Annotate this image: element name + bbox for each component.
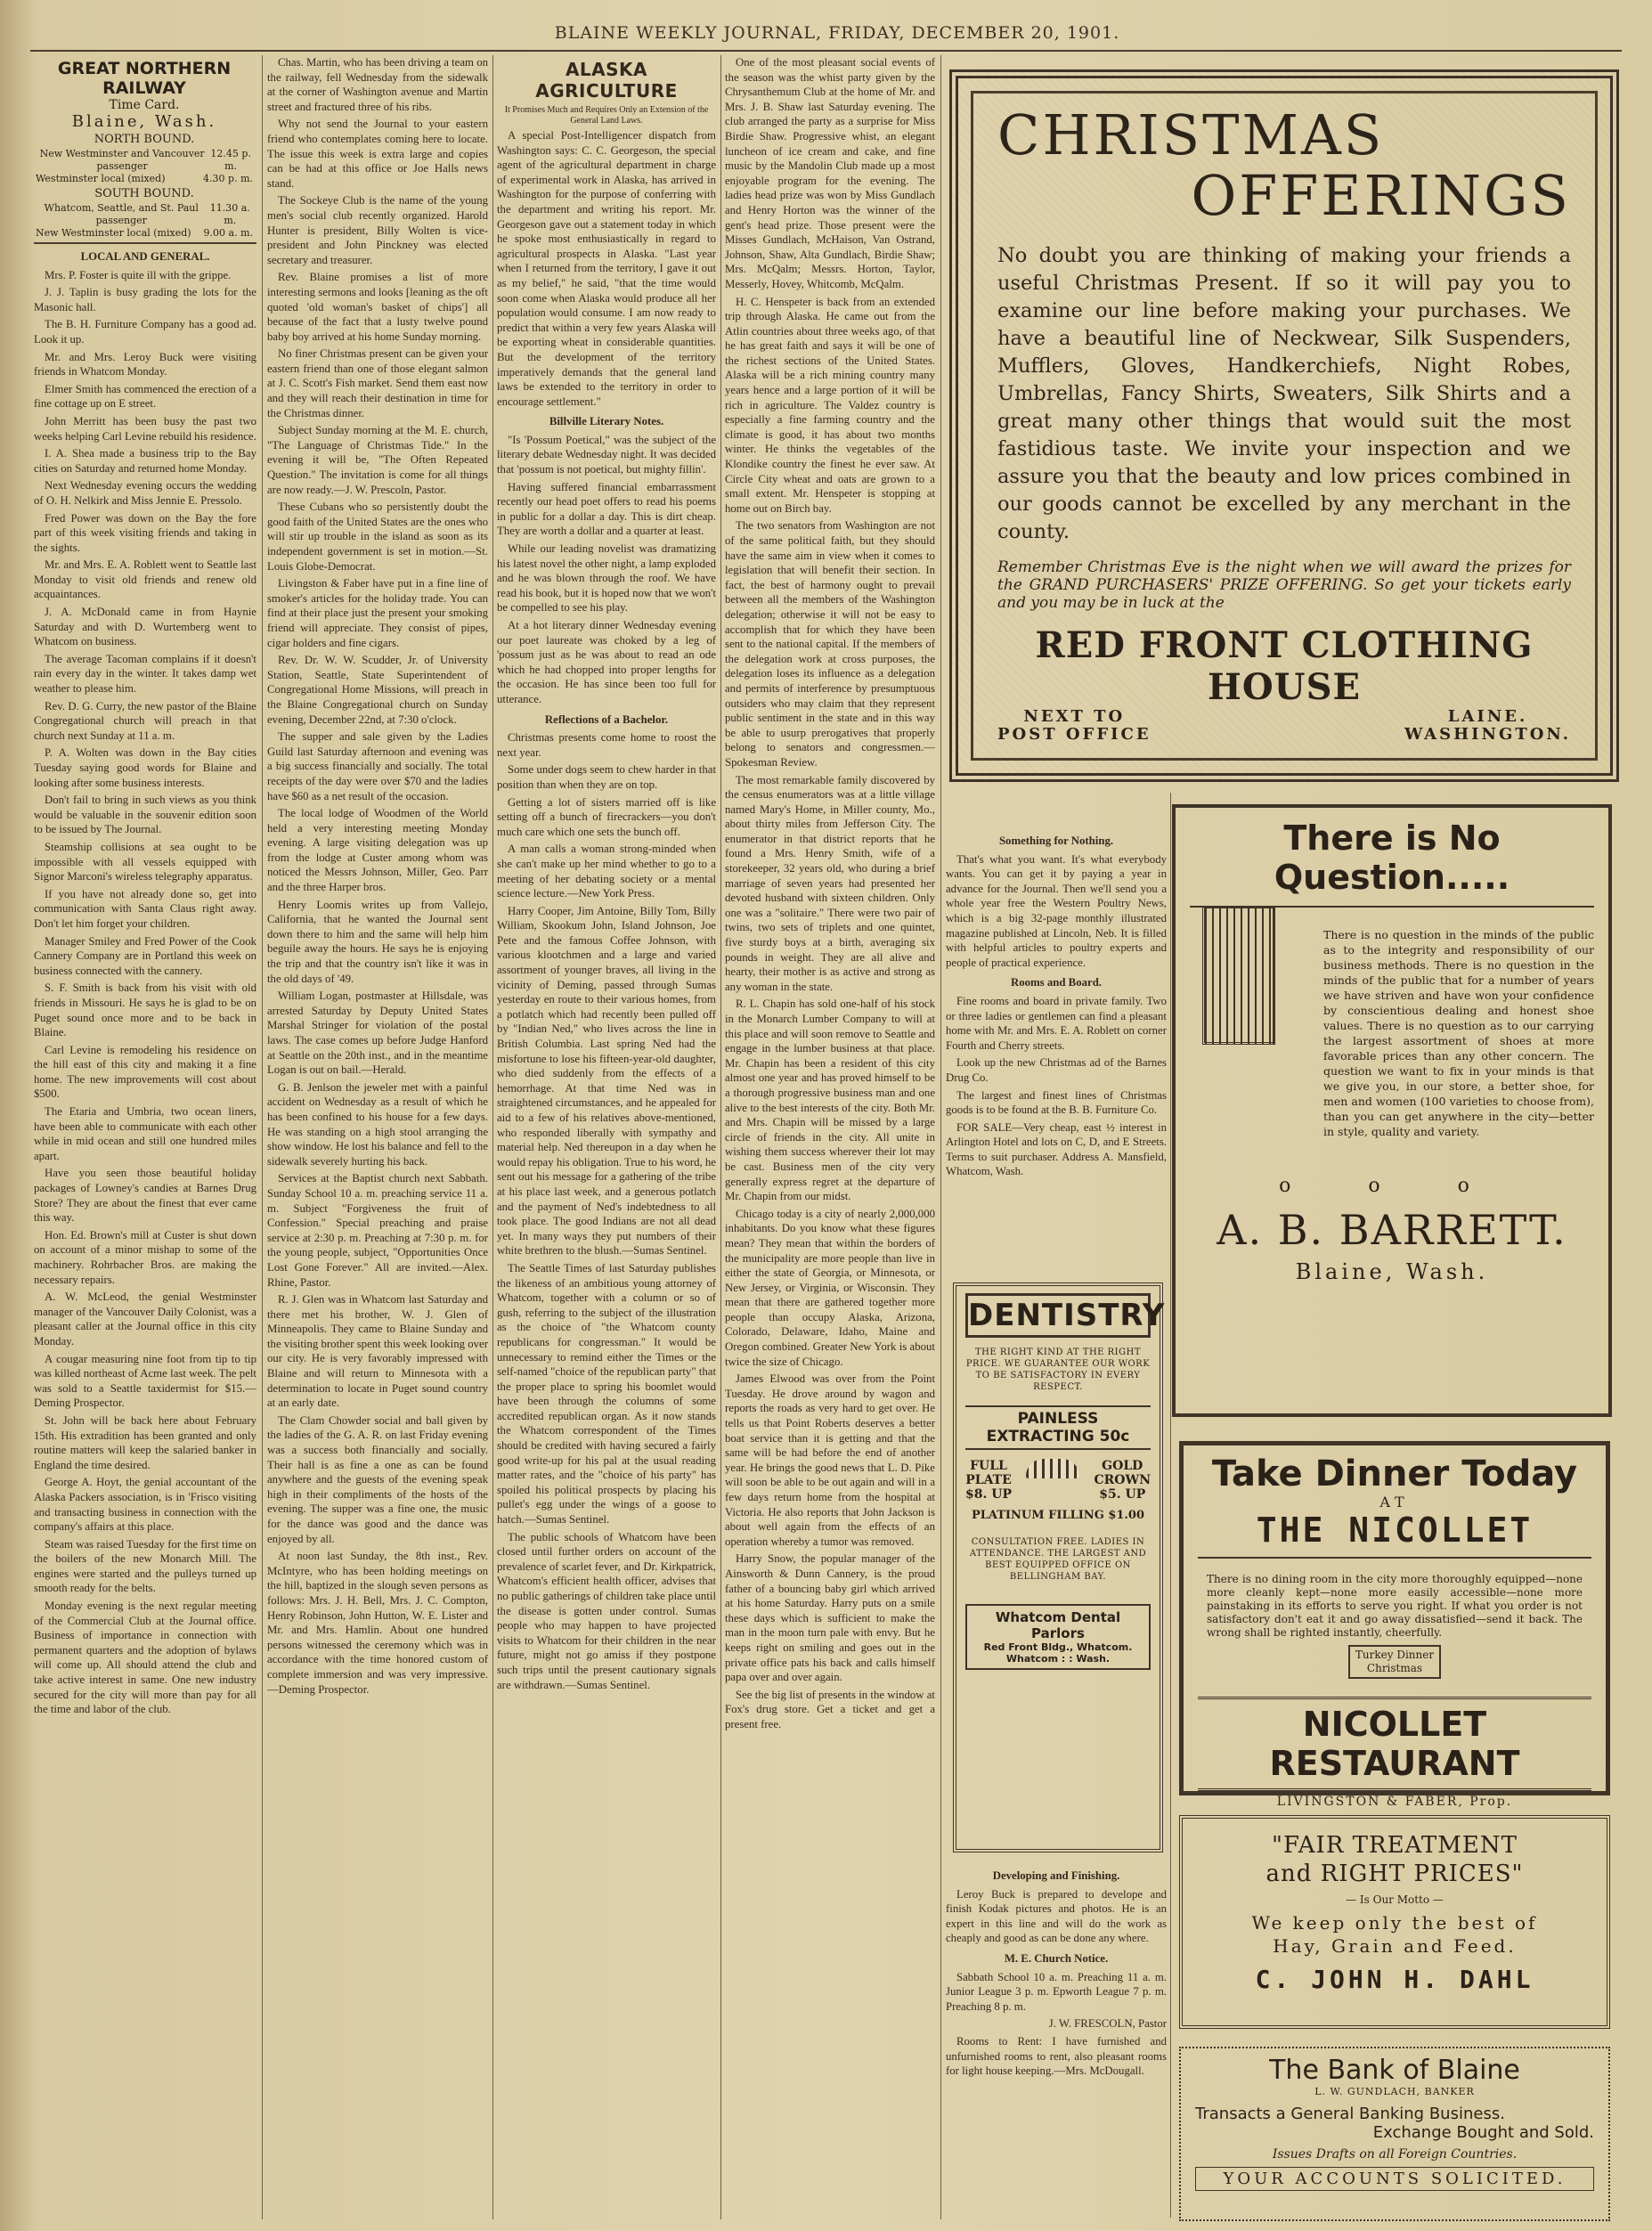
store-name: RED FRONT CLOTHING HOUSE <box>1035 624 1534 708</box>
dental-parlors: Whatcom Dental Parlors Red Front Bldg., Whatcom. Whatcom : : Wash. <box>965 1604 1151 1670</box>
dahl-feed-ad <box>1179 1815 1610 2029</box>
train-row: New Westminster and Vancouver passenger 12.45 p. m. <box>39 148 251 172</box>
article-headline: Reflections of a Bachelor. <box>544 712 669 726</box>
train-row: New Westminster local (mixed) 9.00 a. m. <box>36 227 253 239</box>
paragraph: Subject Sunday morning at the M. E. church, "The Language of Christmas Tide." In the evening it will be, "The Often Repeated Question." The invitation is come for all things are now ready.—J. W. Prescoln, Pastor. <box>267 424 488 496</box>
pastor-signature: J. W. FRESCOLN, Pastor <box>1048 2017 1167 2031</box>
paragraph: Sabbath School 10 a. m. Preaching 11 a. m. Junior League 3 p. m. Epworth League 7 p. m. Preaching 8 p. m. <box>946 1970 1167 2013</box>
platinum-filling: PLATINUM FILLING $1.00 <box>971 1509 1145 1522</box>
column-five-lower <box>946 1863 1167 2219</box>
paragraph: J. A. McDonald came in from Haynie Saturday and with D. Wurtemberg went to Whatcom on business. <box>34 606 256 648</box>
ad-name: THE NICOLLET <box>1198 1510 1591 1559</box>
ad-motto: — Is Our Motto — <box>1346 1893 1444 1906</box>
ad-line: Hay, Grain and Feed. <box>1273 1935 1517 1957</box>
paragraph: Chicago today is a city of nearly 2,000,000 inhabitants. Do you know what these figures mean? They mean that within the borders of the municipality are more people than live in either the state of Georgia, or Minnesota, or New Jersey, or Virginia, or Wisconsin. They mean that there are gathered together more people than occupy Alaska, Arizona, Colorado, Delaware, Idaho, Maine and Oregon combined. Greater New York is about twice the size of Chicago. <box>725 1207 935 1368</box>
train-row: Whatcom, Seattle, and St. Paul passenger 11.30 a. m. <box>44 202 250 226</box>
paragraph: A. W. McLeod, the genial Westminster manager of the Vancouver Daily Colonist, was a pleasant caller at the Journal office in this city Monday. <box>34 1291 256 1348</box>
masthead-rule <box>30 50 1622 52</box>
store-address: NEXT TO POST OFFICE LAINE. WASHINGTON. <box>997 707 1571 744</box>
paragraph: The largest and finest lines of Christmas goods is to be found at the B. B. Furniture Co. <box>946 1088 1167 1117</box>
banker-name: L. W. GUNDLACH, BANKER <box>1314 2086 1475 2097</box>
article-headline: Billville Literary Notes. <box>549 415 664 428</box>
restaurant-name: NICOLLET RESTAURANT <box>1198 1697 1591 1791</box>
paragraph: At noon last Sunday, the 8th inst., Rev. McIntyre, who has been holding meetings on the hill, baptized in the slough seven persons as follows: Mrs. J. H. Bell, Mrs. J. C. Compton, Henry Robinson, John Hutton, W. E. Lister and Mr. and Mrs. Hamlin. About one hundred persons witnessed the ceremony which was in accordance with the time honored custom of complete immersion and was very impressive.—Deming Prospector. <box>267 1550 488 1696</box>
paragraph: The Seattle Times of last Saturday publishes the likeness of an ambitious young attorney of Whatcom, together with a column or so of gush, referring to the subject of the illustration as the choice of "the Whatcom county republicans for congressman." It would be unnecessary to remind either the Times or the self-named "choice of the republican party" that the proper place to spring his boomlet would have been through the columns of some accredited republican organ. As it now stands the Whatcom correspondent of the Times should be credited with having secured a fairly good write-up for his pal at the usual reading matter rates, and the "choice of his party" has spoiled his political prospects by placing his pullet's egg under the wings of a goose to hatch.—Sumas Sentinel. <box>497 1261 716 1527</box>
article-headline: Developing and Finishing. <box>992 1869 1120 1882</box>
paragraph: Mr. and Mrs. Leroy Buck were visiting friends in Whatcom Monday. <box>34 350 256 379</box>
paragraph: Henry Loomis writes up from Vallejo, California, that he wanted the Journal sent down there to him and the same will help him beguile away the hours. He says he is enjoying the trip and that the country isn't like it was in the old days of '49. <box>267 898 488 985</box>
dentistry-ad <box>953 1282 1166 1852</box>
paragraph: The local lodge of Woodmen of the World held a very interesting meeting Monday evening. A large visiting delegation was up from the lodge at Custer among whom was noticed the Messrs Johnson, Miller, Geo. Parr and the three Harper bros. <box>267 807 488 894</box>
teeth-icon <box>1026 1459 1079 1478</box>
ad-title: "FAIR TREATMENT <box>1272 1832 1518 1859</box>
column-rule <box>492 55 493 2219</box>
paragraph: Don't fail to bring in such views as you think would be valuable in the souvenir edition soon to be issued by The Journal. <box>34 794 256 836</box>
ad-tagline: THE RIGHT KIND AT THE RIGHT PRICE. WE GUARANTEE OUR WORK TO BE SATISFACTORY IN EVERY RESPECT. <box>965 1348 1151 1392</box>
column-local-news <box>34 242 256 2221</box>
turkey-dinner-box: Turkey Dinner Christmas <box>1348 1645 1441 1679</box>
paragraph-list <box>725 55 935 1732</box>
paragraph: I. A. Shea made a business trip to the Bay cities on Saturday and returned home Monday. <box>34 447 256 475</box>
paragraph: Christmas presents come home to roost the next year. <box>497 731 716 759</box>
paragraph: Mr. and Mrs. E. A. Roblett went to Seattle last Monday to visit old friends and renew old acquaintances. <box>34 558 256 601</box>
paragraph: George A. Hoyt, the genial accountant of the Alaska Packers association, is in 'Frisco visiting and transacting business in connection with the company's affairs at this place. <box>34 1476 256 1534</box>
article-headline: M. E. Church Notice. <box>1004 1951 1109 1965</box>
section-heading: LOCAL AND GENERAL. <box>80 250 210 263</box>
paragraph: Have you seen those beautiful holiday packages of Lowney's candies at Barnes Drug Store? They are about the finest that ever came this way. <box>34 1167 256 1225</box>
paragraph: Steam was raised Tuesday for the first time on the boilers of the new Monarch Mill. The engines were started and the pulleys turned up smooth ready for the belts. <box>34 1537 256 1595</box>
paragraph: A man calls a woman strong-minded when she can't make up her mind whether to go to a meeting of her debating society or a mental science lecture.—New York Press. <box>497 843 716 900</box>
paragraph: One of the most pleasant social events of the season was the whist party given by the Chrysanthemum Club at the home of Mr. and Mrs. J. B. Shaw last Saturday evening. The club arranged the party as a surprise for Miss Birdie Shaw. Progressive whist, an elegant luncheon of ice cream and cake, and fine music by the Mandolin Club made up a most enjoyable program for the evening. The ladies head prize was won by Miss Gundlach and Henry Horton was the winner of the gent's head prize. Those present were the Misses Gundlach, McHaison, Van Ostrand, Johnson, Shaw, Alta Gundlach, Birdie Shaw; Mrs. McQalm; Messrs. Horton, Taylor, Messerly, Hovey, Whitcomb, McQalm. <box>725 56 935 290</box>
ad-title: The Bank of Blaine <box>1269 2055 1520 2086</box>
article-headline: ALASKA AGRICULTURE <box>535 59 678 102</box>
paragraph: Monday evening is the next regular meeting of the Commercial Club at the Journal office. Business of importance in connection with permanent quarters and the adoption of bylaws will come up. All should attend the club and take active interest in same. One new industry secured for the city will more than pay for all the time and labor of the club. <box>34 1600 256 1716</box>
barrett-shoe-ad <box>1172 804 1612 1417</box>
ad-at: AT <box>1379 1494 1410 1510</box>
paragraph-list <box>497 128 716 409</box>
timecard-subtitle: Time Card. <box>109 98 180 112</box>
article-subhead: It Promises Much and Requires Only an Extension of the General Land Laws. <box>504 105 709 126</box>
paragraph: S. F. Smith is back from his visit with old friends in Missouri. He says he is glad to be on Puget sound once more and to be back in Blaine. <box>34 981 256 1039</box>
paragraph: Some under dogs seem to chew harder in that position than when they are on top. <box>497 763 716 791</box>
paragraph: St. John will be back here about February 15th. His extradition has been granted and only routine matters will keep the salaried banker in England the time desired. <box>34 1413 256 1471</box>
ad-prize-note: Remember Christmas Eve is the night when we will award the prizes for the GRAND PURCHASERS' PRIZE OFFERING. So get your tickets early and you may be in luck at the <box>997 558 1571 612</box>
ad-title: There is No Question..... <box>1190 818 1594 908</box>
ad-note: Issues Drafts on all Foreign Countries. <box>1272 2147 1518 2162</box>
paragraph-list <box>497 433 716 707</box>
paragraph-list <box>497 730 716 1692</box>
paragraph: Chas. Martin, who has been driving a team on the railway, fell Wednesday from the sidewalk at the corner of Washington avenue and Martin street and fractured three of his ribs. <box>267 56 488 113</box>
merchant-name: A. B. BARRETT. <box>1217 1206 1567 1254</box>
article-headline: Rooms and Board. <box>1010 976 1103 989</box>
ad-line: Exchange Bought and Sold. <box>1372 2123 1594 2142</box>
column-four <box>725 55 935 2219</box>
column-rule <box>940 55 941 2219</box>
paragraph: Rooms to Rent: I have furnished and unfurnished rooms to rent, also pleasant rooms for light house keeping.—Mrs. McDougall. <box>946 2034 1167 2078</box>
paragraph: If you have not already done so, get into communication with Santa Claus right away. Don't let him forget your children. <box>34 887 256 930</box>
paragraph: No finer Christmas present can be given your eastern friend than one of those elegant salmon at J. C. Scott's Fish market. Send them east now and they will reach their destination in time for the Christmas dinner. <box>267 347 488 419</box>
paragraph: These Cubans who so persistently doubt the good faith of the United States are the ones who will stir up trouble in the island as soon as its independent government is set in motion.—St. Louis Globe-Democrat. <box>267 501 488 573</box>
ad-title: Take Dinner Today <box>1211 1453 1578 1494</box>
paragraph: G. B. Jenlson the jeweler met with a painful accident on Wednesday as a result of which he has been confined to his house for a few days. He was standing on a high stool arranging the show window. He lost his balance and fell to the sidewalk severely hurting his back. <box>267 1080 488 1168</box>
paragraph: Fred Power was down on the Bay the fore part of this week visiting friends and taking in the sights. <box>34 511 256 554</box>
paragraph: Getting a lot of sisters married off is like setting off a bunch of firecrackers—you don't much care which one sets the bunch off. <box>497 795 716 838</box>
ad-body: There is no question in the minds of the public as to the integrity and responsibility of our business methods. There is no question in the minds of the public that for a number of years we have striven and have won your confidence by conscientious dealing and honest shoe values. There is no question as to our carrying the largest assortment of shoes at more favorable prices than any other concern. The question we want to fix in your minds is that we give you, in our store, a better shoe, for men and women (100 varieties to choose from), than you can get anywhere in the city—better in style, quality and variety. <box>1323 928 1594 1138</box>
paragraph: A special Post-Intelligencer dispatch from Washington says: C. C. Georgeson, the special agent of the agricultural department in charge of experimental work in Alaska, has arrived in Washington for the purpose of conferring with the department and writing his report. Mr. Georgeson gave out a statement today in which he spoke most enthusiastically in regard to agricultural prospects in Alaska. "Last year when I returned from the territory, I gave it out as my belief," he said, "that the time would soon come when Alaska would produce all her population would consume. I am now ready to predict that within a very few years Alaska will be exporting wheat in considerable quantities. But the development of the territory imperatively demands that the general land laws be extended to the territory in order to encourage settlement." <box>497 129 716 408</box>
price-row: FULL PLATE $8. UP GOLD CROWN $5. UP <box>965 1459 1151 1502</box>
paragraph: Look up the new Christmas ad of the Barnes Drug Co. <box>946 1056 1167 1084</box>
paragraph: The average Tacoman complains if it doesn't rain every day in the winter. It takes damp wet weather to please him. <box>34 652 256 696</box>
nicollet-restaurant-ad <box>1179 1441 1610 1809</box>
train-row: Westminster local (mixed) 4.30 p. m. <box>36 173 253 184</box>
paragraph: The Clam Chowder social and ball given by the ladies of the G. A. R. on last Friday evening was a success both financially and socially. Their hall is as fine a one as can be found anywhere and the guests of the evening speak high in their compliments of the hosts of the evening. The supper was a fine one, the music for the dance was good and the dance was enjoyed by all. <box>267 1413 488 1545</box>
ad-body: There is no dining room in the city more thoroughly equipped—none more cleanly kept—none more easily accessible—none more painstaking in its efforts to serve you right. If what you order is not satisfactory don't eat it and go away dissatisfied—send it back. The wrong shall be righted instantly, cheerfully. Turkey Dinner Christmas <box>1198 1573 1591 1684</box>
paragraph: See the big list of presents in the window at Fox's drug store. Get a ticket and get a present free. <box>725 1688 935 1730</box>
paragraph: Rev. D. G. Curry, the new pastor of the Blaine Congregational church will preach in that church next Sunday at 11 a. m. <box>34 699 256 742</box>
ad-line: We keep only the best of <box>1251 1912 1538 1934</box>
bank-of-blaine-ad <box>1179 2047 1610 2221</box>
paragraph: Rev. Dr. W. W. Scudder, Jr. of University Station, Seattle, State Superintendent of Congregational Home Missions, will preach in the Blaine Congregational church on Sunday evening, December 22nd, at 7:30 o'clock. <box>267 654 488 726</box>
paragraph: John Merritt has been busy the past two weeks helping Carl Levine rebuild his residence. <box>34 414 256 443</box>
proprietors: LIVINGSTON & FABER, Prop. <box>1276 1795 1513 1809</box>
paragraph-list <box>267 55 488 1697</box>
column-rule <box>720 55 721 2219</box>
paragraph: The B. H. Furniture Company has a good ad. Look it up. <box>34 318 256 346</box>
ad-body: No doubt you are thinking of making your friends a useful Christmas Present. If so it will pay you to examine our line before making your purchases. We have a beautiful line of Neckwear, Silk Suspenders, Mufflers, Gloves, Handkerchiefs, Night Robes, Umbrellas, Fancy Shirts, Sweaters, Silk Shirts and a great many other things that would suit the most fastidious taste. We invite your inspection and we assure you that the beauty and low prices combined in our goods cannot be excelled by any merchant in the county. <box>997 244 1571 543</box>
paragraph: Carl Levine is remodeling his residence on the hill east of this city and making it a fine home. The new improvements will cost about $500. <box>34 1043 256 1101</box>
painless-extracting: PAINLESS EXTRACTING 50c <box>965 1405 1151 1450</box>
paragraph: Manager Smiley and Fred Power of the Cook Cannery Company are in Portland this week on business connected with the cannery. <box>34 934 256 977</box>
paragraph: At a hot literary dinner Wednesday evening our poet laureate was choked by a leg of 'possum just as he was about to read an ode which he had chopped into proper lengths for the occasion. He has since been too full for utterance. <box>497 619 716 705</box>
paragraph: Having suffered financial embarrassment recently our head poet offers to read his poems in public for a dollar a day. This is dirt cheap. They are worth a dollar and a quarter at least. <box>497 480 716 538</box>
ad-title-2: and RIGHT PRICES" <box>1265 1861 1524 1887</box>
column-two <box>267 55 488 2219</box>
ad-title: DENTISTRY <box>965 1293 1151 1338</box>
timecard-city: Blaine, Wash. <box>71 112 217 131</box>
ad-title-christmas: CHRISTMAS <box>997 102 1385 167</box>
paragraph: FOR SALE—Very cheap, east ½ interest in Arlington Hotel and lots on C, D, and E Streets. Terms to suit purchaser. Address A. Mansfield, Whatcom, Wash. <box>946 1120 1167 1178</box>
paragraph: "Is 'Possum Poetical," was the subject of the literary debate Wednesday night. It was decided that 'possum is not poetical, but mighty fillin'. <box>497 433 716 476</box>
column-three <box>497 55 716 2219</box>
paragraph: P. A. Wolten was down in the Bay cities Tuesday saying good words for Blaine and looking after some business interests. <box>34 746 256 789</box>
paragraph: Livingston & Faber have put in a fine line of smoker's articles for the holiday trade. You can find at their place just the present your smoking friend will appreciate. They consist of pipes, cigar holders and fine cigars. <box>267 577 488 649</box>
ornament-dots: o o o <box>1279 1175 1505 1197</box>
paragraph: H. C. Henspeter is back from an extended trip through Alaska. He came out from the Atlin countries about three weeks ago, of that he has great faith and says it will be one of the richest sections of the United States. Alaska will be a rich mining country many years hence and a large portion of it will be rich in agriculture. The Valdez country is especially a fine farming country and the climate is good, it has about two months winter. He thinks the vegetables of the Klondike country the finest he ever saw. At Circle City wheat and oats are grown to a small extent. Mr. Henspeter is stopping at home out on Birch bay. <box>725 295 935 515</box>
merchant-name: C. JOHN H. DAHL <box>1255 1965 1534 1994</box>
paragraph: While our leading novelist was dramatizing his latest novel the other night, a lamp exploded and he was blown through the roof. We have read his book, but it is hoped now that we won't be compelled to see his play. <box>497 542 716 615</box>
column-rule <box>262 55 263 2219</box>
north-bound-label: NORTH BOUND. <box>94 133 195 146</box>
paragraph: Fine rooms and board in private family. Two or three ladies or gentlemen can find a pleasant home with Mr. and Mrs. E. A. Roblett on corner Fourth and Cherry streets. <box>946 994 1167 1052</box>
paragraph: Why not send the Journal to your eastern friend who contemplates coming here to locate. The issue this week is extra large and copies can be had at this office or Joe Halls news stand. <box>267 118 488 190</box>
paragraph: James Elwood was over from the Point Tuesday. He drove around by wagon and reports the roads as very hard to get over. He tells us that Point Roberts deserves a better boat service than it is getting and that the same will be had before the end of another year. He brings the good news that L. D. Pike will soon be able to be out again and will in a few days return home from the hospital at Victoria. He also reports that John Jackson is about well again from the effects of an operation whereby a tumor was removed. <box>725 1372 935 1548</box>
timecard <box>36 59 253 240</box>
paragraph: Mrs. P. Foster is quite ill with the grippe. <box>45 268 232 281</box>
paragraph: Services at the Baptist church next Sabbath. Sunday School 10 a. m. preaching service 11 a. m. Subject "Forgiveness the fruit of Confession." Special preaching and praise service at 2:30 p. m. Preaching at 7:30 p. m. for the young people, subject, "Opportunities Once Lost Gone Forever." All are invited.—Alex. Rhine, Pastor. <box>267 1172 488 1289</box>
christmas-offerings-ad <box>949 69 1619 782</box>
ad-title-offerings: OFFERINGS <box>1191 163 1571 228</box>
paragraph: R. L. Chapin has sold one-half of his stock in the Monarch Lumber Company to will at this place and will soon remove to Seattle and engage in the lumber business at that place. Mr. Chapin has been a resident of this city almost one year and has proved himself to be a thorough progressive business man and one alive to the best interests of the city. Both Mr. and Mrs. Chapin will be missed by a large circle of friends in the city. All unite in wishing them success wherever their lot may be cast. Business men of the city very generally express regret at the departure of Mr. Chapin from our midst. <box>725 997 935 1203</box>
paragraph: Steamship collisions at sea ought to be impossible with all vessels equipped with Signor Marconi's wireless telegraphy apparatus. <box>34 840 256 883</box>
column-five-upper <box>946 828 1167 1282</box>
paragraph: Leroy Buck is prepared to develope and finish Kodak pictures and photos. He is an expert in this line and will do the work as cheaply and good as can be done any where. <box>946 1887 1167 1945</box>
paragraph: The supper and sale given by the Ladies Guild last Saturday afternoon and evening was a big success financially and socially. The total receipts of the day were over $70 and the ladies have $60 as a net result of the occasion. <box>267 730 488 802</box>
paragraph: J. J. Taplin is busy grading the lots for the Masonic hall. <box>34 286 256 313</box>
paragraph: Rev. Blaine promises a list of more interesting sermons and looks [leaning as the oft quoted 'old woman's basket of chips'] all because of the fact that a lusty twelve pound baby boy arrived at his home Sunday morning. <box>267 271 488 343</box>
paragraph: Hon. Ed. Brown's mill at Custer is shut down on account of a minor mishap to some of the machinery. Rohrbacher Bros. are making the necessary repairs. <box>34 1228 256 1286</box>
paragraph: R. J. Glen was in Whatcom last Saturday and there met his brother, W. J. Glen of Minneapolis. They came to Blaine Sunday and the visiting brother spent this week looking over our city. He is very favorably impressed with Blaine and will return to Minnesota with a determination to locate in Puget sound country at an early date. <box>267 1293 488 1410</box>
paragraph: A cougar measuring nine foot from tip to tip was killed northeast of Acme last week. The pelt was sold to a Seattle taxidermist for $15.—Deming Prospector. <box>34 1352 256 1410</box>
ad-footer: YOUR ACCOUNTS SOLICITED. <box>1195 2167 1594 2191</box>
masthead: BLAINE WEEKLY JOURNAL, FRIDAY, DECEMBER 20, 1901. <box>554 23 1120 43</box>
paragraph: Harry Snow, the popular manager of the Ainsworth & Dunn Cannery, is the proud father of a bouncing baby girl which arrived at his home Saturday. Harry puts on a smile these days which is sufficient to make the man in the moon turn pale with envy. But he keeps right on smiling and goes out in the private office pats his back and calls himself papa over and over again. <box>725 1552 935 1684</box>
paragraph: The public schools of Whatcom have been closed until further orders on account of the prevalence of scarlet fever, and Dr. Kirkpatrick, Whatcom's efficient health officer, advises that no public gatherings of children take place until the disease is gotten under control. Sumas people who may happen to have projected visits to Whatcom for their children in the near future, might not go amiss if they postpone such trips until the present cautionary signals are withdrawn.—Sumas Sentinel. <box>497 1530 716 1691</box>
south-bound-label: SOUTH BOUND. <box>94 187 194 200</box>
merchant-place: Blaine, Wash. <box>1295 1259 1489 1284</box>
ad-line: Transacts a General Banking Business. <box>1195 2105 1505 2123</box>
paragraph: Elmer Smith has commenced the erection of a fine cottage up on E street. <box>34 382 256 411</box>
paragraph: The most remarkable family discovered by the census enumerators was at a little village named Mary's Home, in Miller county, Mo., about thirty miles from Jefferson City. The enumerator in that district reports that he found a Mrs. Henry Smith, wife of a storekeeper, 32 years old, who during a brief marriage of seven years had presented her devoted husband with sixteen children. Only one was a "solitaire." There were two pair of twins, two sets of triplets and one quintet, five sturdy boys at a birth, averaging six pounds in weight. They are all alive and hearty, their mother is as active and strong as any woman in the state. <box>725 773 935 993</box>
paragraph-list <box>34 268 256 1717</box>
paragraph: The Sockeye Club is the name of the young men's social club recently organized. Harold Hunter is president, Billy Wolten is vice-president and John Pinckney was elected secretary and treasurer. <box>267 194 488 266</box>
paragraph: Harry Cooper, Jim Antoine, Billy Tom, Billy William, Skookum John, Island Johnson, Joe Pete and the famous Coffee Johnson, with various klootchmen and a large and varied assortment of younger braves, all living in the vicinity of Deming, passed through Sumas yesterday en route to their various homes, from a potlatch which had recently been pulled off by "Indian Ned," who lives across the line in British Columbia. Last spring Ned had the misfortune to lose his fifteen-year-old daughter, who died suddenly from the effects of a hemorrhage. At that time Ned was in straightened circumstances, and he appealed for aid to a few of his relatives above-mentioned, who responded liberally with sympathy and material help. Ned thereupon in a day when he would repay his obligation. True to his word, he sent out his message for a gathering of the tribe at his place last week, and a generous potlatch and the payment of Ned's indebtedness to all took place. The good Indians are not all dead yet. In many ways they put numbers of their white brethren to the blush.—Sumas Sentinel. <box>497 904 716 1258</box>
consultation-note: CONSULTATION FREE. LADIES IN ATTENDANCE. THE LARGEST AND BEST EQUIPPED OFFICE ON BELLINGHAM BAY. <box>969 1537 1147 1582</box>
paragraph: That's what you want. It's what everybody wants. You can get it by paying a year in advance for the Journal. Then we'll send you a whole year free the Western Poultry News, which is a big 32-page monthly illustrated magazine published at Lincoln, Neb. It is filled with helpful articles to poultry experts and people of practical experience. <box>946 852 1167 969</box>
article-headline: Something for Nothing. <box>998 835 1114 847</box>
column-ornament-icon <box>1202 906 1275 1045</box>
paragraph: The Etaria and Umbria, two ocean liners, have been able to communicate with each other while in mid ocean and still one hundred miles apart. <box>34 1105 256 1162</box>
paragraph: Next Wednesday evening occurs the wedding of O. H. Nelkirk and Miss Jennie E. Pressolo. <box>34 479 256 507</box>
paragraph: William Logan, postmaster at Hillsdale, was arrested Saturday by Deputy United States Marshal Stringer for violation of the postal laws. The case comes up before Judge Hanford at Seattle on the 20th inst., and in the meantime Logan is out on bail.—Herald. <box>267 989 488 1077</box>
timecard-title: GREAT NORTHERN RAILWAY <box>57 59 232 98</box>
column-rule <box>1170 793 1171 2218</box>
paragraph: The two senators from Washington are not of the same political faith, but they should have the same aim in view when it comes to legislation that will benefit their section. In fact, the best of harmony ought to prevail between all the members of the Washington delegation; otherwise it will not be easy to accomplish that for which they have been sent to the national capital. If the members of the delegation work at cross purposes, the delegation loses its influence as a delegation and permits of interference by presumptuous outsiders who may claim that they represent public sentiment in the state and in this way be able to usurp prerogatives that properly belong to senators and congressmen.—Spokesman Review. <box>725 519 935 769</box>
